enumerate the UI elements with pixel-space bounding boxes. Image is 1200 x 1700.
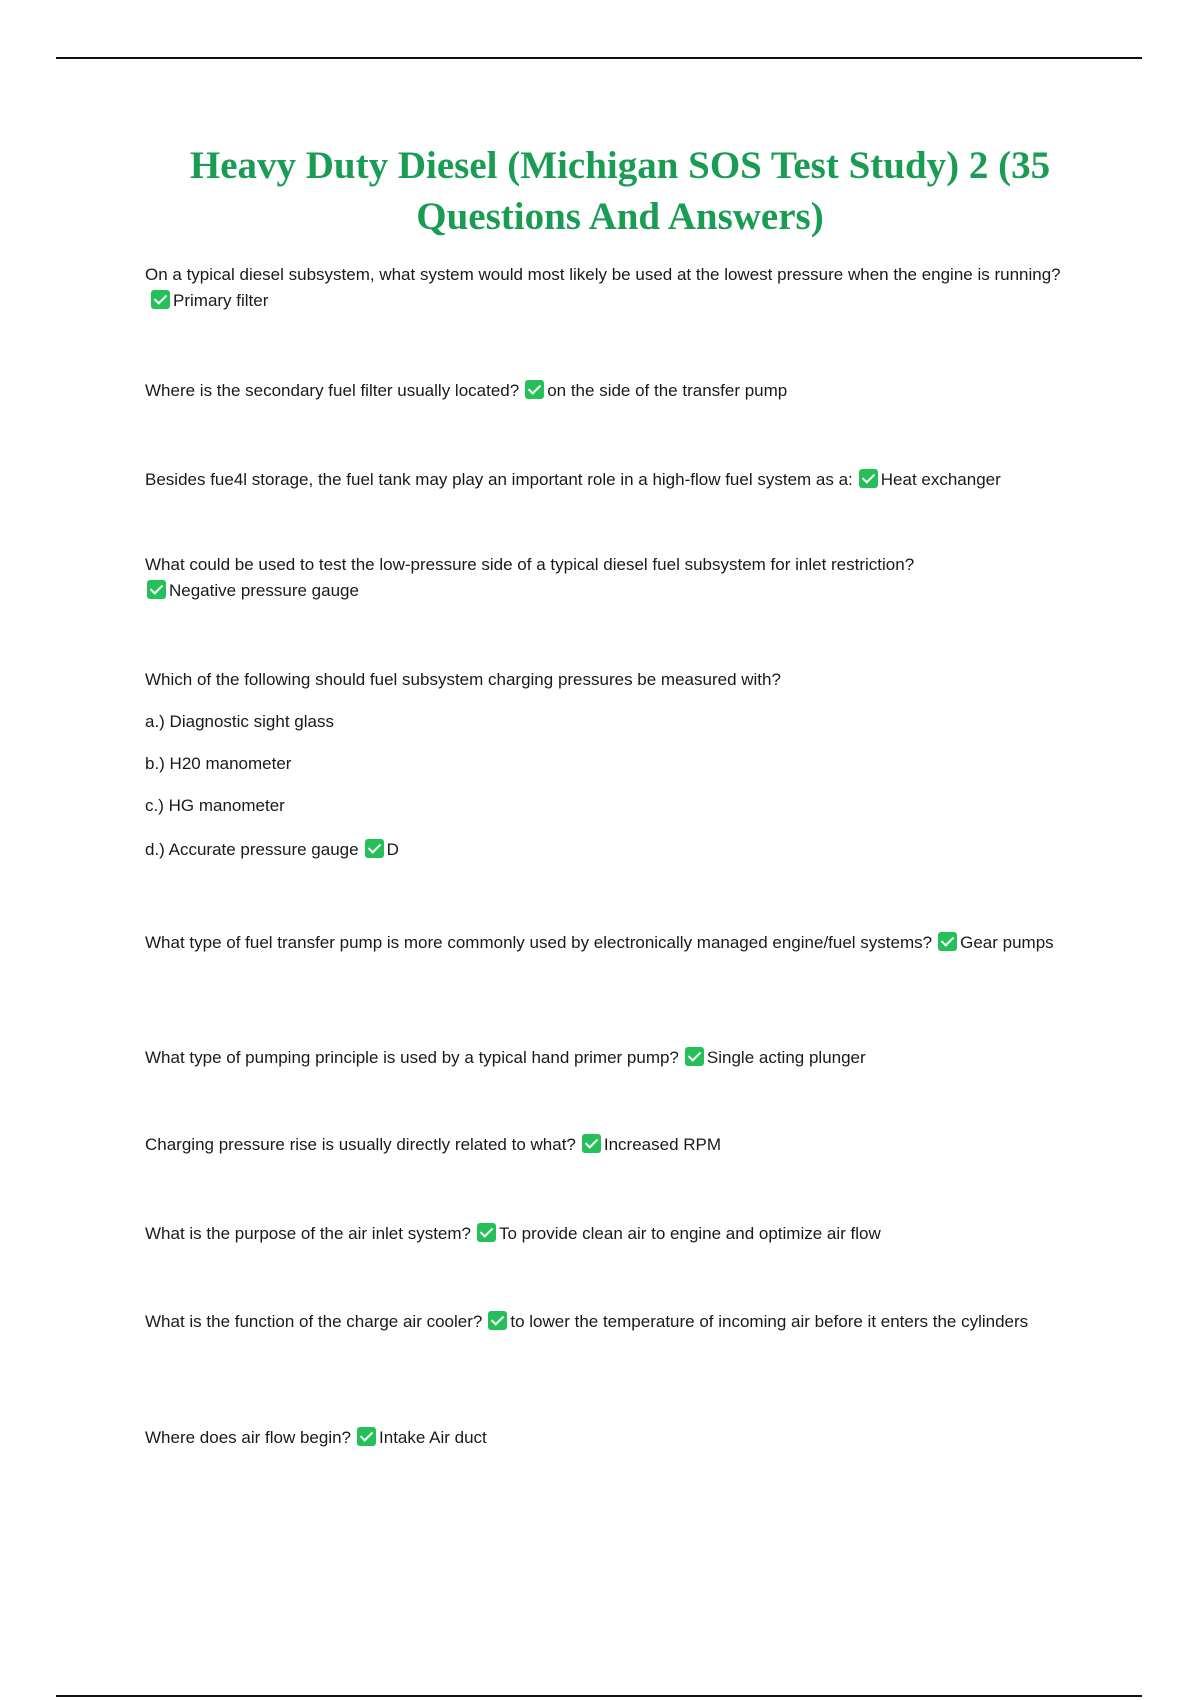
question-text: What type of pumping principle is used by a typical hand primer pump? <box>145 1048 679 1067</box>
check-mark-icon <box>938 932 957 951</box>
qa-text <box>145 1132 1080 1158</box>
option-b: b.) H20 manometer <box>145 754 292 773</box>
qa-item-2 <box>145 378 1080 404</box>
qa-text <box>145 378 1080 404</box>
question-text: Where does air flow begin? <box>145 1428 352 1447</box>
qa-text <box>145 1425 1080 1451</box>
check-mark-icon <box>685 1047 704 1066</box>
check-mark-icon <box>525 380 544 399</box>
qa-item-8 <box>145 1132 1080 1158</box>
answer-line <box>145 578 1080 604</box>
question-text: Which of the following should fuel subsystem charging pressures be measured with? <box>145 670 781 689</box>
document-title: Heavy Duty Diesel (Michigan SOS Test Study) 2 (35 Questions And Answers) <box>189 144 1051 238</box>
qa-text <box>145 1045 1080 1071</box>
bottom-rule <box>56 1695 1142 1697</box>
qa-item-9 <box>145 1221 1080 1247</box>
check-mark-icon <box>151 290 170 309</box>
answer-text: D <box>386 840 399 859</box>
question-text: On a typical diesel subsystem, what system would most likely be used at the lowest pressure when the engine is running? <box>145 265 1061 284</box>
question-text: What could be used to test the low-pressure side of a typical diesel fuel subsystem for inlet restriction? <box>145 555 915 574</box>
qa-text <box>145 262 1080 314</box>
answer-text: Heat exchanger <box>880 470 1001 489</box>
answer-text: Intake Air duct <box>379 1428 487 1447</box>
qa-text <box>145 1309 1080 1335</box>
qa-item-3 <box>145 467 1080 493</box>
question-text: Besides fue4l storage, the fuel tank may play an important role in a high-flow fuel system as a: <box>145 470 853 489</box>
check-mark-icon <box>859 469 878 488</box>
qa-item-1 <box>145 262 1080 314</box>
question-text: Where is the secondary fuel filter usually located? <box>145 381 520 400</box>
question-text: What is the purpose of the air inlet system? <box>145 1224 471 1243</box>
option-c: c.) HG manometer <box>145 796 285 815</box>
qa-item-6 <box>145 930 1080 956</box>
qa-item-4 <box>145 552 1080 604</box>
check-mark-icon <box>365 839 384 858</box>
answer-text: Increased RPM <box>603 1135 722 1154</box>
qa-text <box>145 467 1080 493</box>
answer-text: Single acting plunger <box>706 1048 866 1067</box>
answer-text: Gear pumps <box>960 933 1054 952</box>
qa-text <box>145 930 1080 956</box>
question-text: Charging pressure rise is usually directly related to what? <box>145 1135 576 1154</box>
check-mark-icon <box>147 580 166 599</box>
question-text: What type of fuel transfer pump is more commonly used by electronically managed engine/fuel systems? <box>145 933 933 952</box>
check-mark-icon <box>477 1223 496 1242</box>
check-mark-icon <box>582 1134 601 1153</box>
qa-item-5 <box>145 667 1080 863</box>
qa-item-7 <box>145 1045 1080 1071</box>
option-a: a.) Diagnostic sight glass <box>145 712 334 731</box>
answer-text: Negative pressure gauge <box>169 581 359 600</box>
question-text: What is the function of the charge air cooler? <box>145 1312 483 1331</box>
answer-text: To provide clean air to engine and optimize air flow <box>499 1224 881 1243</box>
check-mark-icon <box>488 1311 507 1330</box>
option-d-text: d.) Accurate pressure gauge <box>145 840 359 859</box>
answer-text: on the side of the transfer pump <box>547 381 788 400</box>
check-mark-icon <box>357 1427 376 1446</box>
answer-text: to lower the temperature of incoming air before it enters the cylinders <box>510 1312 1029 1331</box>
qa-item-11 <box>145 1425 1080 1451</box>
qa-text <box>145 1221 1080 1247</box>
option-d <box>145 837 1080 863</box>
top-rule <box>56 57 1142 59</box>
qa-item-10 <box>145 1309 1080 1335</box>
answer-text: Primary filter <box>173 291 269 310</box>
